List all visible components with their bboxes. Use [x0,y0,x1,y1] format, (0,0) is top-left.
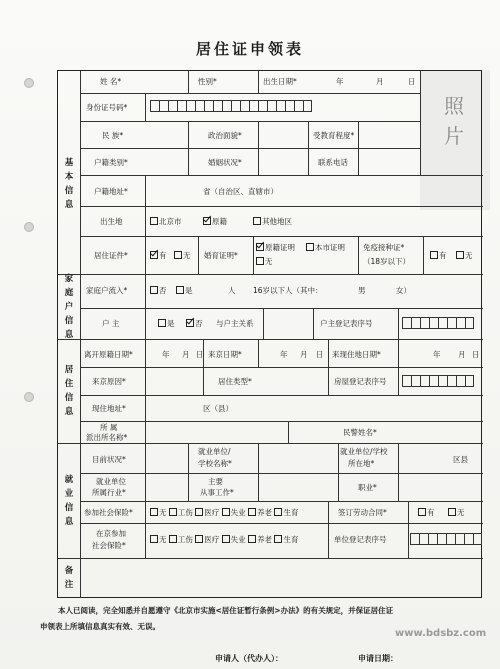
label-apply-date: 申请日期： [358,654,398,663]
checkbox-checked[interactable] [186,319,194,327]
label-industry: 就业单位 [96,477,126,486]
checkbox[interactable] [418,508,426,516]
label-month: 月 [376,77,384,86]
label-m2: 月 [300,350,308,359]
label-ethnicity: 民 族* [102,131,124,140]
checkbox[interactable] [430,251,438,259]
unit-reg-boxes[interactable] [410,533,482,545]
label-y1: 年 [162,350,170,359]
ins-group-1[interactable]: 无 工伤 医疗 失业 养老 生育 [150,508,298,518]
label-y3: 年 [433,350,441,359]
label-d3: 日 [472,350,480,359]
section-remarks: 备注 [64,566,74,590]
ins-group-2[interactable]: 无 工伤 医疗 失业 养老 生育 [150,535,298,545]
label-marital: 婚姻状况* [208,158,242,167]
label-inflow: 家庭户流入* [86,286,128,295]
label-d2: 日 [316,350,324,359]
label-emp-loc2: 所在地* [348,459,375,468]
option-inflow-no[interactable]: 否 [150,286,167,296]
label-birthplace: 出生地 [100,217,123,226]
option-origin[interactable]: 原籍 [203,217,227,227]
label-leave-date: 离开原籍日期* [84,350,133,359]
option-inflow-yes[interactable]: 是 [176,286,193,296]
option-vaccine-yes[interactable]: 有 [430,251,447,261]
label-arrive-date: 来京日期* [208,350,242,359]
label-permit: 居住证件* [94,251,128,260]
label-employer: 就业单位/ [198,447,231,456]
label-district-emp: 区县 [453,455,468,464]
label-bj-ins: 在京参加 [96,529,126,538]
label-id: 身份证号码* [86,103,128,112]
label-district: 区（县） [203,404,233,413]
checkbox-checked[interactable] [203,217,211,225]
house-reg-boxes[interactable] [402,375,474,387]
checkbox[interactable] [158,319,166,327]
label-day: 日 [408,77,416,86]
option-contract-no[interactable]: 无 [448,508,465,518]
label-station2: 派出所名称* [86,433,128,442]
label-birth: 出生日期* [263,77,297,86]
label-male: 男 [358,286,366,295]
option-none[interactable]: 无 [256,257,273,267]
option-orig-proof[interactable]: 原籍证明 [256,243,295,253]
label-y2: 年 [280,350,288,359]
label-year: 年 [336,77,344,86]
photo-label-1: 照 [444,94,464,118]
label-female: 女） [396,286,411,295]
option-permit-no[interactable]: 无 [174,251,191,261]
checkbox[interactable] [150,217,158,225]
label-unit-reg: 单位登记表序号 [334,535,387,544]
label-reason: 来京原因* [92,377,126,386]
option-head-no[interactable]: 否 [186,319,203,329]
punch-hole [24,222,34,232]
option-beijing[interactable]: 北京市 [150,217,182,227]
label-school: 学校名称* [198,459,232,468]
label-res-type: 居住类型* [218,377,252,386]
label-bj-ins2: 社会保险* [92,541,126,550]
option-permit-yes[interactable]: 有 [150,251,167,261]
label-head: 户 主 [102,319,120,328]
label-officer: 民警姓名* [343,428,377,437]
label-contract: 签订劳动合同* [338,508,387,517]
label-hukou-addr: 户籍地址* [94,187,128,196]
checkbox[interactable] [174,251,182,259]
label-industry2: 所属行业* [92,488,126,497]
label-d1: 日 [196,350,204,359]
checkbox-checked[interactable] [150,251,158,259]
label-emp-loc: 就业单位/学校 [340,447,388,456]
punch-hole [24,392,34,402]
label-occupation: 职业* [358,483,377,492]
label-house-reg: 房屋登记表序号 [334,377,387,386]
watermark-text: www.bdsbz.com [395,628,487,639]
label-persons: 人 [228,286,236,295]
checkbox[interactable] [150,286,158,294]
label-education: 受教育程度* [313,131,355,140]
section-basic: 基本信息 [64,157,74,210]
section-employment: 就业信息 [64,474,74,527]
label-vaccine-sub: （18岁以下） [363,257,411,266]
label-hukou-type: 户籍类别* [94,158,128,167]
option-other[interactable]: 其他地区 [253,217,292,227]
declaration-line-2: 申领表上所填信息真实有效、无误。 [40,622,160,631]
option-contract-yes[interactable]: 有 [418,508,435,518]
label-childbirth: 婚育证明* [204,251,238,260]
label-province: 省（自治区、直辖市） [203,187,278,196]
id-number-boxes[interactable] [150,100,312,112]
label-vaccine: 免疫接种证* [363,243,405,252]
page-title: 居住证申领表 [195,40,304,58]
declaration-line-1: 本人已阅读，完全知悉并自愿遵守《北京市实施<居住证暂行条例>办法》的有关规定，并保证居住证 [58,606,394,615]
option-head-yes[interactable]: 是 [158,319,175,329]
checkbox[interactable] [253,217,261,225]
label-main: 主要 [208,477,223,486]
checkbox-checked[interactable] [256,243,264,251]
checkbox[interactable] [176,286,184,294]
label-gender: 性别* [198,77,217,86]
label-m3: 月 [458,350,466,359]
label-phone: 联系电话 [318,158,348,167]
section-household: 家庭户信息 [64,273,74,340]
label-cur-addr: 现住地址* [92,404,126,413]
label-applicant: 申请人（代办人）： [215,654,283,663]
label-political: 政治面貌* [208,131,242,140]
checkbox[interactable] [306,243,314,251]
section-residence: 居住信息 [64,365,74,417]
label-insurance: 参加社会保险* [84,508,133,517]
checkbox[interactable] [448,508,456,516]
application-form [57,70,482,598]
label-reg-no: 户主登记表序号 [320,319,373,328]
label-status: 目前状况* [92,455,126,464]
label-under16: 16岁以下人（其中： [253,286,323,295]
option-vaccine-no[interactable]: 无 [456,251,473,261]
checkbox[interactable] [256,257,264,265]
label-relation: 与户主关系 [216,319,254,328]
punch-hole [24,78,34,88]
label-station: 所 属 [100,423,118,432]
checkbox[interactable] [456,251,464,259]
label-live-date: 来现住地日期* [332,350,381,359]
photo-label-2: 片 [444,124,464,148]
label-m1: 月 [182,350,190,359]
label-name: 姓 名* [100,77,122,86]
option-bj-proof[interactable]: 本市证明 [306,243,345,253]
head-reg-boxes[interactable] [402,317,474,329]
label-main2: 从事工作* [200,488,234,497]
